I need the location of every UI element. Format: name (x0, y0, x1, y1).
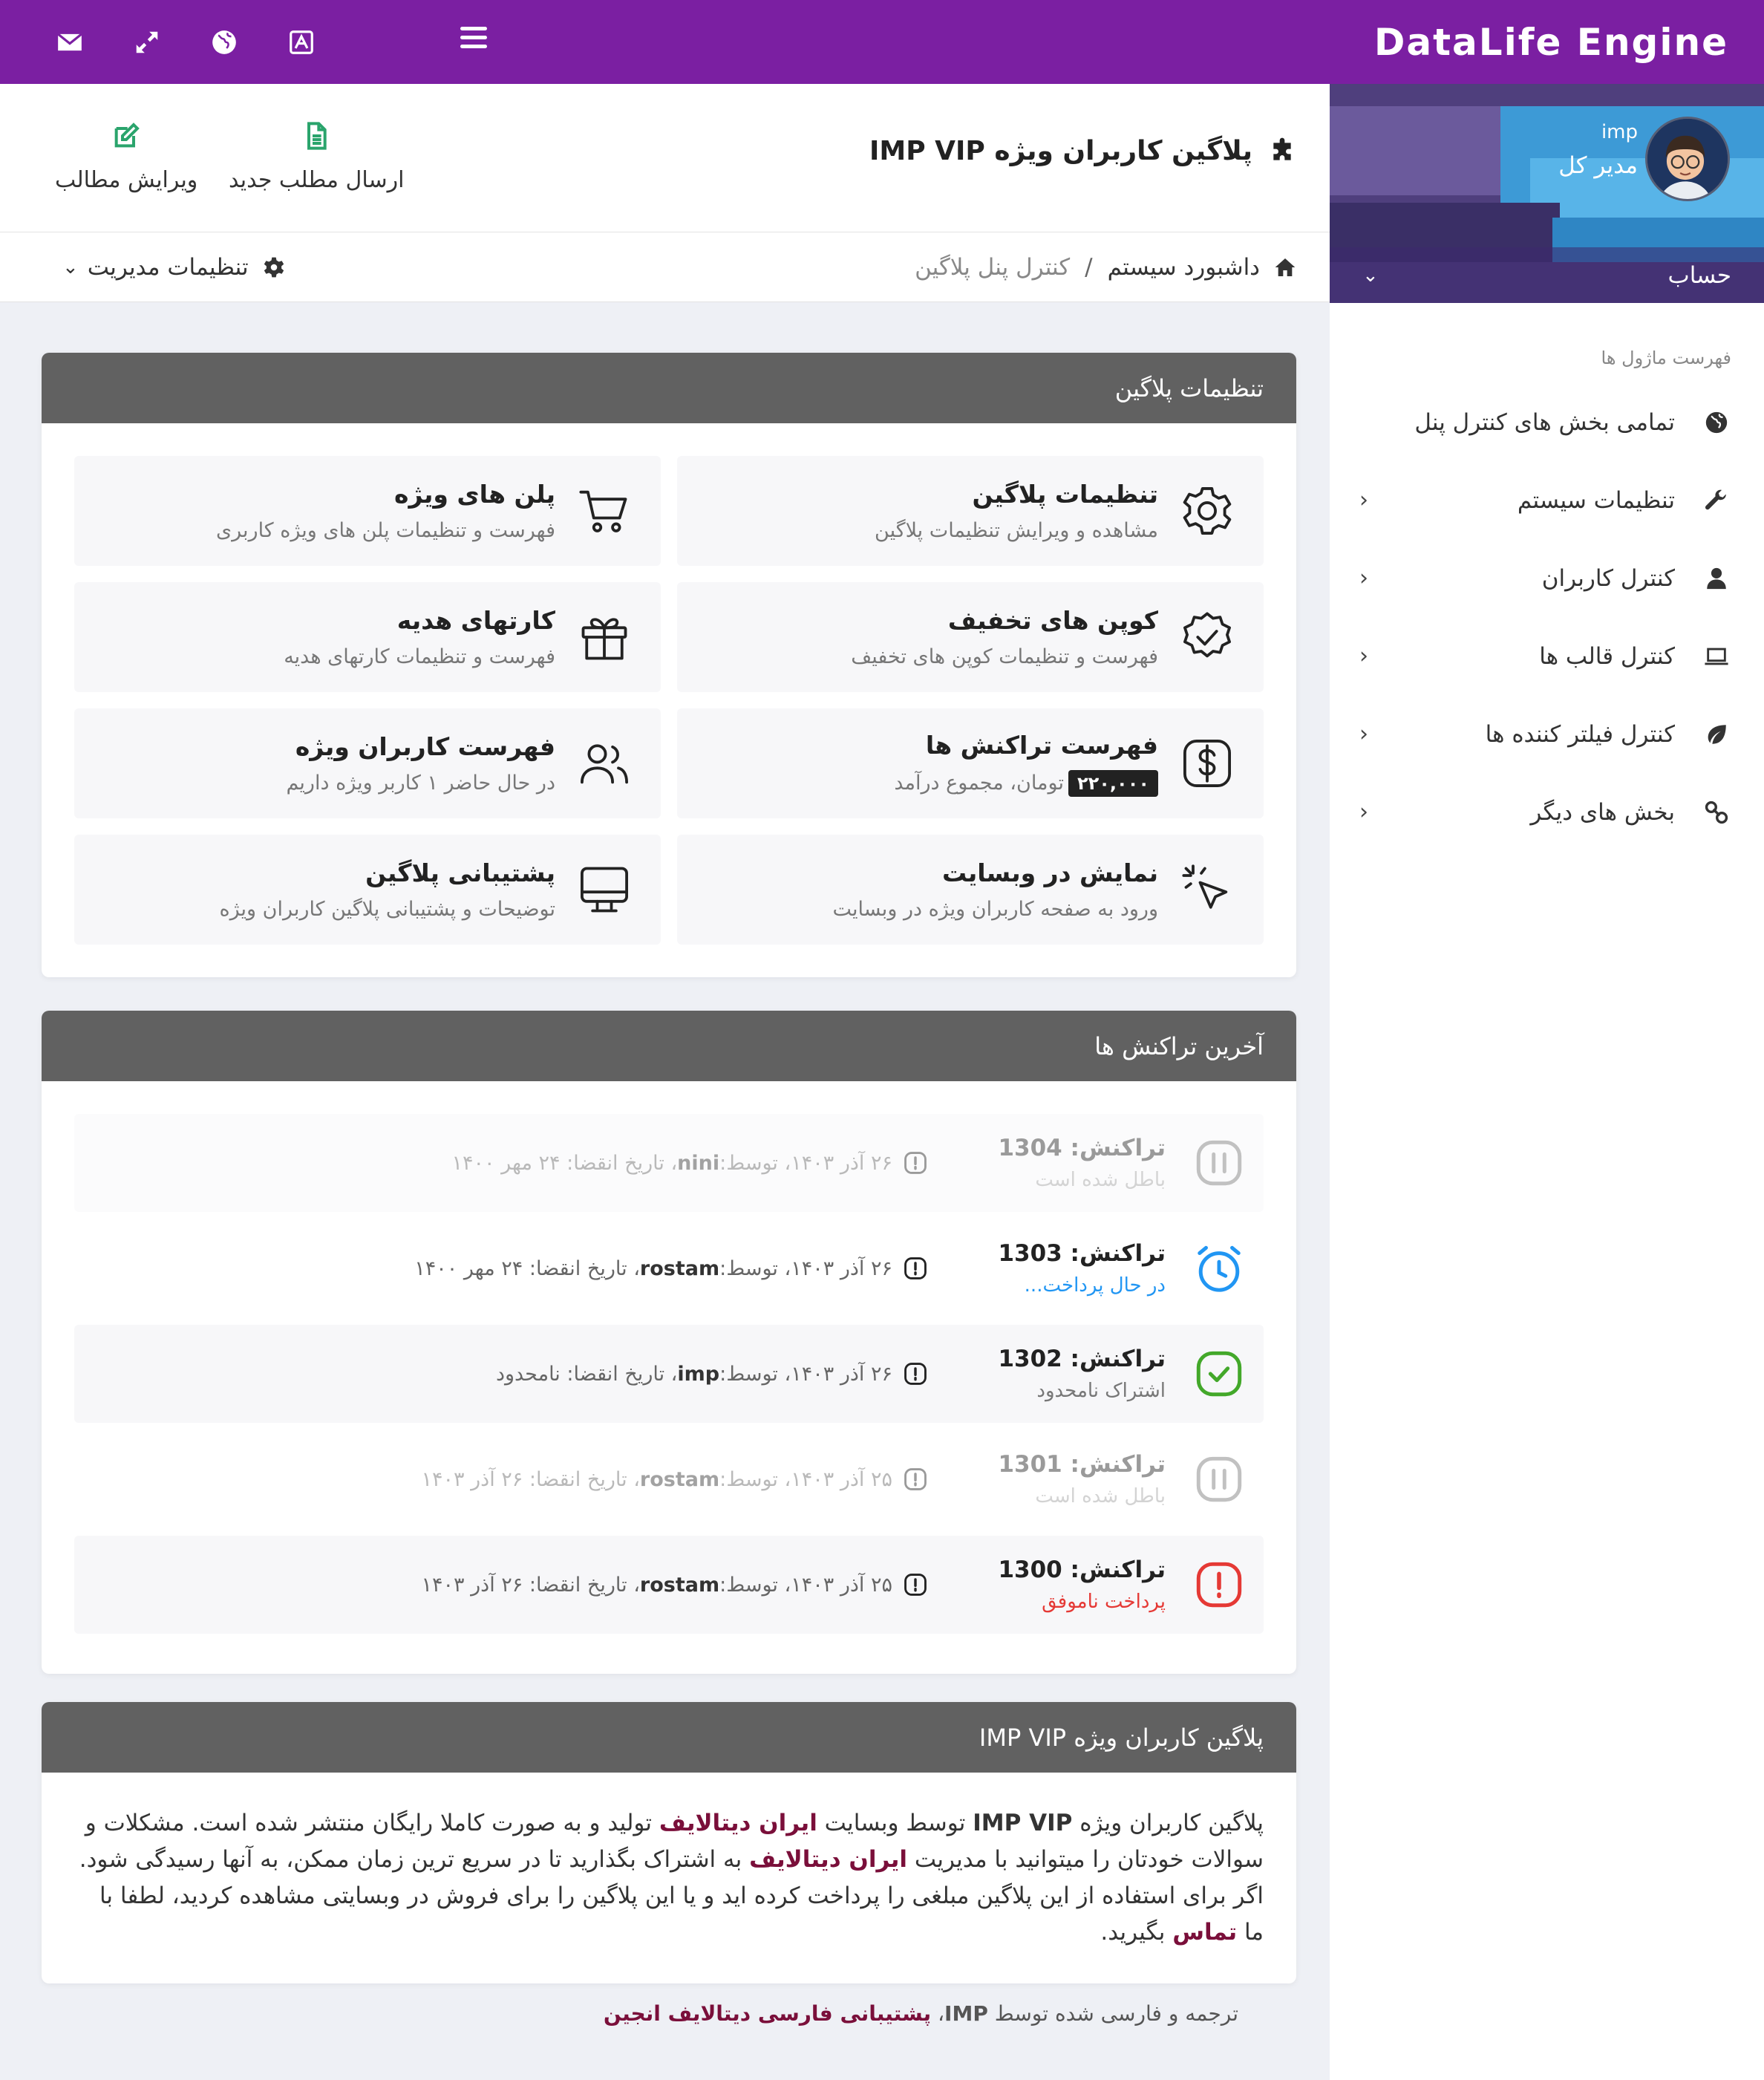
about-plugin-card (42, 1702, 1296, 1983)
footer: ترجمه و فارسی شده توسط IMP، پشتیبانی فارسی دیتالایف انجین (603, 2001, 1238, 2026)
pointer-icon (1177, 860, 1237, 919)
tile-title: پلن های ویژه (394, 480, 555, 509)
profile-panel (1330, 84, 1764, 303)
transaction-user[interactable]: imp (677, 1362, 720, 1386)
tile-title: پشتیبانی پلاگین (365, 858, 555, 887)
transaction-info: ۲۶ آذر ۱۴۰۳ ، توسط: imp ، تاریخ انقضا: نامحدود (101, 1361, 928, 1386)
sidebar (1330, 84, 1764, 2080)
sidebar-item-filters[interactable] (1330, 695, 1764, 773)
sidebar-item-label: تنظیمات سیستم (1517, 486, 1675, 514)
page-title: پلاگین کاربران ویژه IMP VIP (869, 136, 1297, 166)
chevron-down-icon: ⌄ (1362, 264, 1379, 287)
latest-transactions-card (42, 1011, 1296, 1674)
transactions-list (42, 1081, 1296, 1674)
transaction-row[interactable] (74, 1114, 1264, 1212)
info-icon (903, 1572, 928, 1597)
tile-show-on-site[interactable] (677, 835, 1264, 945)
edit-posts-button[interactable]: ویرایش مطالب (55, 121, 197, 193)
avatar[interactable] (1645, 117, 1730, 201)
chevron-left-icon: ‹ (1359, 643, 1368, 669)
tile-desc: فهرست و تنظیمات کوپن های تخفیف (851, 645, 1158, 668)
transaction-id: تراکنش: 1302 (998, 1346, 1166, 1372)
chevron-down-icon: ⌄ (62, 256, 79, 278)
iran-datalife-link[interactable]: ایران دیتالایف (659, 1810, 817, 1836)
tile-vip-users[interactable] (74, 708, 661, 818)
breadcrumb-bar (0, 232, 1330, 302)
transaction-status: اشتراک نامحدود (1036, 1380, 1166, 1402)
new-post-button[interactable]: ارسال مطلب جدید (229, 121, 404, 193)
tile-title: نمایش در وبسایت (941, 858, 1158, 887)
globe-icon (1702, 408, 1731, 437)
sidebar-item-label: کنترل قالب ها (1539, 642, 1675, 670)
transaction-status: در حال پرداخت... (1024, 1274, 1166, 1297)
tile-plugin-settings[interactable] (677, 456, 1264, 566)
sidebar-item-users[interactable] (1330, 539, 1764, 617)
transaction-info: ۲۶ آذر ۱۴۰۳ ، توسط: nini ، تاریخ انقضا: ۲۴ مهر ۱۴۰۰ (101, 1150, 928, 1176)
tile-title: فهرست کاربران ویژه (295, 732, 555, 761)
tile-desc: ۲۲۰,۰۰۰تومان، مجموع درآمد (704, 770, 1158, 797)
tile-desc: مشاهده و ویرایش تنظیمات پلاگین (875, 519, 1158, 542)
info-icon (903, 1256, 928, 1281)
profile-role: مدیر کل (1558, 152, 1638, 179)
breadcrumb-separator: / (1085, 254, 1093, 281)
transaction-info: ۲۵ آذر ۱۴۰۳ ، توسط: rostam ، تاریخ انقضا: ۲۶ آذر ۱۴۰۳ (101, 1467, 928, 1492)
breadcrumb-current: کنترل پنل پلاگین (915, 254, 1071, 281)
chevron-left-icon: ‹ (1359, 721, 1368, 747)
mail-icon[interactable] (52, 25, 88, 60)
breadcrumb (915, 232, 1297, 302)
transaction-row[interactable] (74, 1536, 1264, 1634)
sidebar-item-all-sections[interactable] (1330, 383, 1764, 461)
account-dropdown[interactable] (1330, 247, 1764, 303)
cart-icon (575, 481, 634, 541)
gear-icon (262, 255, 286, 279)
wrench-icon (1702, 486, 1731, 515)
transaction-user[interactable]: rostam (639, 1467, 720, 1491)
transaction-id: تراکنش: 1304 (998, 1135, 1166, 1161)
income-badge: ۲۲۰,۰۰۰ (1068, 770, 1158, 797)
tile-title: تنظیمات پلاگین (972, 480, 1158, 509)
sidebar-item-label: کنترل فیلتر کننده ها (1485, 720, 1675, 748)
pause-icon (1192, 1453, 1246, 1506)
transaction-status: باطل شده است (1035, 1169, 1166, 1191)
persian-support-link[interactable]: پشتیبانی فارسی دیتالایف انجین (603, 2001, 932, 2026)
puzzle-icon (1267, 137, 1297, 166)
top-icons (52, 16, 319, 68)
transaction-row[interactable] (74, 1219, 1264, 1317)
info-icon (903, 1150, 928, 1176)
transaction-user[interactable]: rostam (639, 1256, 720, 1280)
tile-support[interactable] (74, 835, 661, 945)
laptop-icon (1702, 642, 1731, 671)
tile-title: کارتهای هدیه (396, 606, 555, 635)
sidebar-item-other[interactable] (1330, 773, 1764, 851)
info-icon (903, 1361, 928, 1386)
file-icon (301, 121, 331, 151)
transaction-user[interactable]: rostam (639, 1573, 720, 1597)
contact-link[interactable]: تماس (1172, 1919, 1238, 1946)
tile-desc: توضیحات و پشتیبانی پلاگین کاربران ویژه (219, 898, 555, 921)
chevron-left-icon: ‹ (1359, 565, 1368, 591)
edit-icon (111, 121, 141, 151)
users-icon (575, 734, 634, 793)
tile-desc: ورود به صفحه کاربران ویژه در وبسایت (832, 898, 1158, 921)
home-icon (1273, 255, 1297, 279)
user-icon (1702, 564, 1731, 593)
gift-icon (575, 607, 634, 667)
tile-gift-cards[interactable] (74, 582, 661, 692)
brand-logo[interactable]: DataLife Engine (1373, 20, 1728, 64)
iran-datalife-link-2[interactable]: ایران دیتالایف (749, 1846, 908, 1873)
chevron-left-icon: ‹ (1359, 799, 1368, 825)
profile-username: imp (1601, 121, 1638, 143)
admin-settings-label: تنظیمات مدیریت (87, 254, 249, 281)
tile-transactions[interactable] (677, 708, 1264, 818)
page-header (0, 84, 1330, 232)
transaction-user[interactable]: nini (677, 1151, 720, 1175)
transaction-status: پرداخت ناموفق (1042, 1591, 1166, 1613)
card-title: تنظیمات پلاگین (42, 353, 1296, 423)
badge-check-icon (1177, 607, 1237, 667)
plugin-settings-card (42, 353, 1296, 977)
tile-desc: فهرست و تنظیمات کارتهای هدیه (284, 645, 555, 668)
tile-vip-plans[interactable] (74, 456, 661, 566)
transaction-info: ۲۵ آذر ۱۴۰۳ ، توسط: rostam ، تاریخ انقضا: ۲۶ آذر ۱۴۰۳ (101, 1572, 928, 1597)
tile-title: کوپن های تخفیف (947, 606, 1158, 635)
about-text: پلاگین کاربران ویژه IMP VIP توسط وبسایت ایران دیتالایف تولید و به صورت کاملا رایگان منتشر شده است. مشکلات و سوالات خودتان را میتوانید با مدیریت ایران دیتالایف به اشتراک بگذارید تا در سریع ترین زمان ممکن، به آنها رسیدگی شود. اگر برای استفاده از این پلاگین مبلغی را پرداخت کرده اید و یا این پلاگین را برای فروش در وبسایتی مشاهده کردید، لطفا با ما تماس بگیرید. (79, 1810, 1264, 1946)
fullscreen-icon[interactable] (129, 25, 165, 60)
sidebar-item-label: بخش های دیگر (1530, 798, 1675, 826)
gear-icon (1177, 481, 1237, 541)
transaction-id: تراکنش: 1301 (998, 1451, 1166, 1478)
sidebar-item-label: تمامی بخش های کنترل پنل (1414, 408, 1675, 436)
pause-icon (1192, 1136, 1246, 1190)
tile-coupons[interactable] (677, 582, 1264, 692)
tile-title: فهرست تراکنش ها (925, 730, 1158, 760)
link-icon (1702, 798, 1731, 827)
transaction-id: تراکنش: 1303 (998, 1240, 1166, 1267)
globe-icon[interactable] (206, 25, 242, 60)
transaction-id: تراکنش: 1300 (998, 1556, 1166, 1583)
card-title: آخرین تراکنش ها (42, 1011, 1296, 1081)
menu-toggle-icon[interactable] (460, 24, 487, 50)
transaction-info: ۲۶ آذر ۱۴۰۳ ، توسط: rostam ، تاریخ انقضا: ۲۴ مهر ۱۴۰۰ (101, 1256, 928, 1281)
check-icon (1192, 1347, 1246, 1401)
transaction-row[interactable] (74, 1325, 1264, 1423)
top-bar (0, 0, 1764, 84)
transaction-row[interactable] (74, 1430, 1264, 1528)
dollar-icon (1177, 734, 1237, 793)
monitor-icon (575, 860, 634, 919)
language-icon[interactable] (284, 25, 319, 60)
sidebar-title: فهرست ماژول ها (1601, 348, 1731, 368)
clock-icon (1192, 1242, 1246, 1295)
transaction-status: باطل شده است (1035, 1485, 1166, 1507)
tile-desc: در حال حاضر ۱ کاربر ویژه داریم (286, 772, 555, 795)
admin-settings-dropdown[interactable] (62, 232, 286, 302)
tile-desc: فهرست و تنظیمات پلن های ویژه کاربری (216, 519, 555, 542)
chevron-left-icon: ‹ (1359, 487, 1368, 513)
breadcrumb-home[interactable]: داشبورد سیستم (1107, 254, 1260, 281)
sidebar-item-system-settings[interactable] (1330, 461, 1764, 539)
card-title: پلاگین کاربران ویژه IMP VIP (42, 1702, 1296, 1773)
account-label: حساب (1667, 261, 1731, 289)
info-icon (903, 1467, 928, 1492)
leaf-icon (1702, 720, 1731, 749)
alert-icon (1192, 1558, 1246, 1611)
sidebar-item-label: کنترل کاربران (1541, 564, 1675, 592)
sidebar-item-templates[interactable] (1330, 617, 1764, 695)
